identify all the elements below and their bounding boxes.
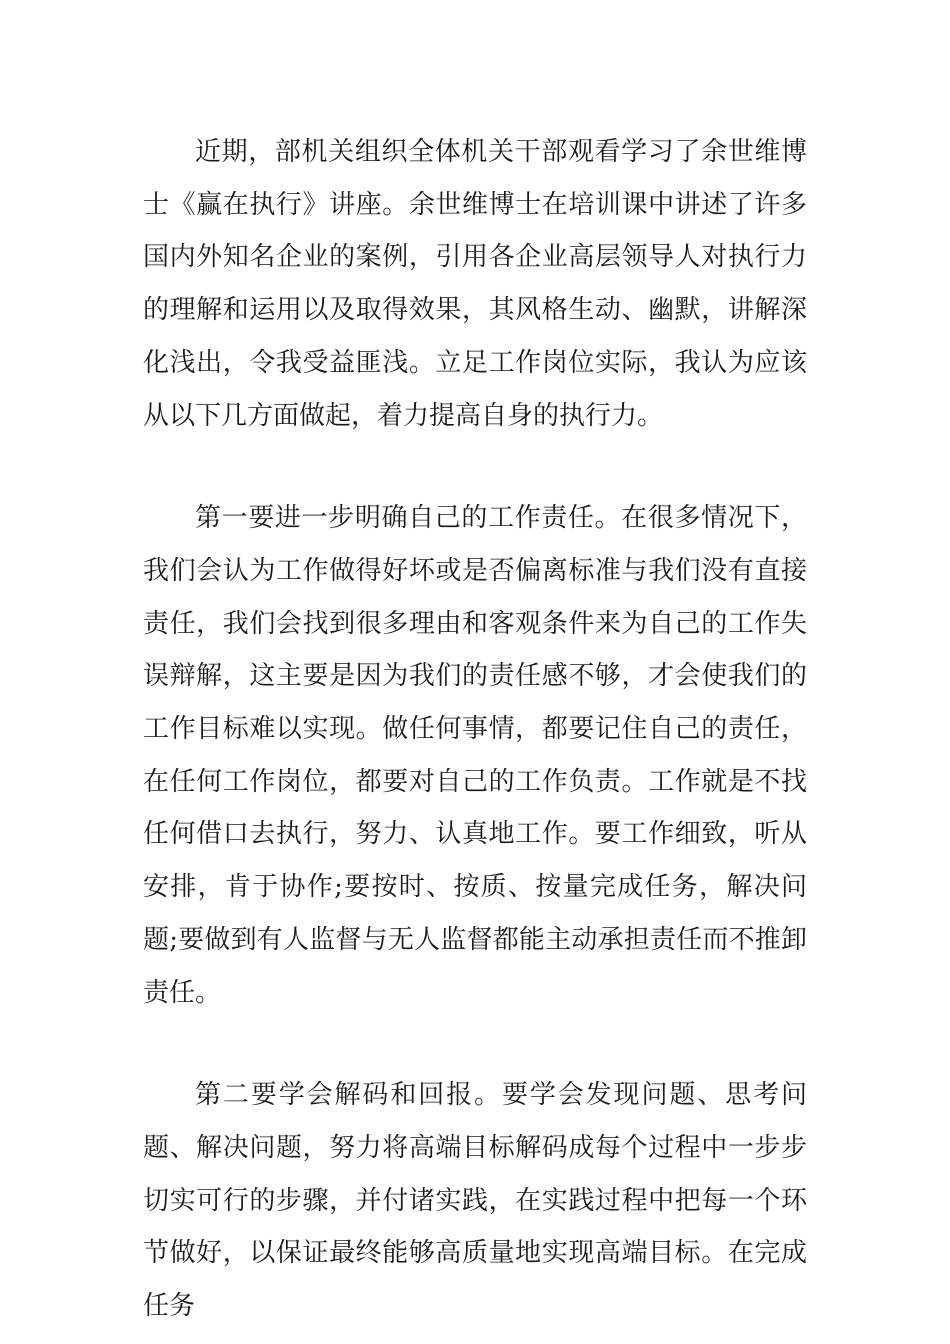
document-body: [143, 126, 807, 1333]
paragraph-decoding: 第二要学会解码和回报。要学会发现问题、思考问题、解决问题，努力将高端目标解码成每个过程中一步步切实可行的步骤，并付诸实践，在实践过程中把每一个环节做好，以保证最终能够高质量地实现高端目标。在完成任务: [143, 1080, 807, 1322]
paragraph-responsibility: 第一要进一步明确自己的工作责任。在很多情况下，我们会认为工作做得好坏或是否偏离标准与我们没有直接责任，我们会找到很多理由和客观条件来为自己的工作失误辩解，这主要是因为我们的责任感不够，才会使我们的工作目标难以实现。做任何事情，都要记住自己的责任，在任何工作岗位，都要对自己的工作负责。工作就是不找任何借口去执行，努力、认真地工作。要工作细致，听从安排，肯于协作;要按时、按质、按量完成任务，解决问题;要做到有人监督与无人监督都能主动承担责任而不推卸责任。: [143, 503, 807, 1008]
paragraph-intro: 近期，部机关组织全体机关干部观看学习了余世维博士《赢在执行》讲座。余世维博士在培训课中讲述了许多国内外知名企业的案例，引用各企业高层领导人对执行力的理解和运用以及取得效果，其风格生动、幽默，讲解深化浅出，令我受益匪浅。立足工作岗位实际，我认为应该从以下几方面做起，着力提高自身的执行力。: [143, 137, 807, 431]
